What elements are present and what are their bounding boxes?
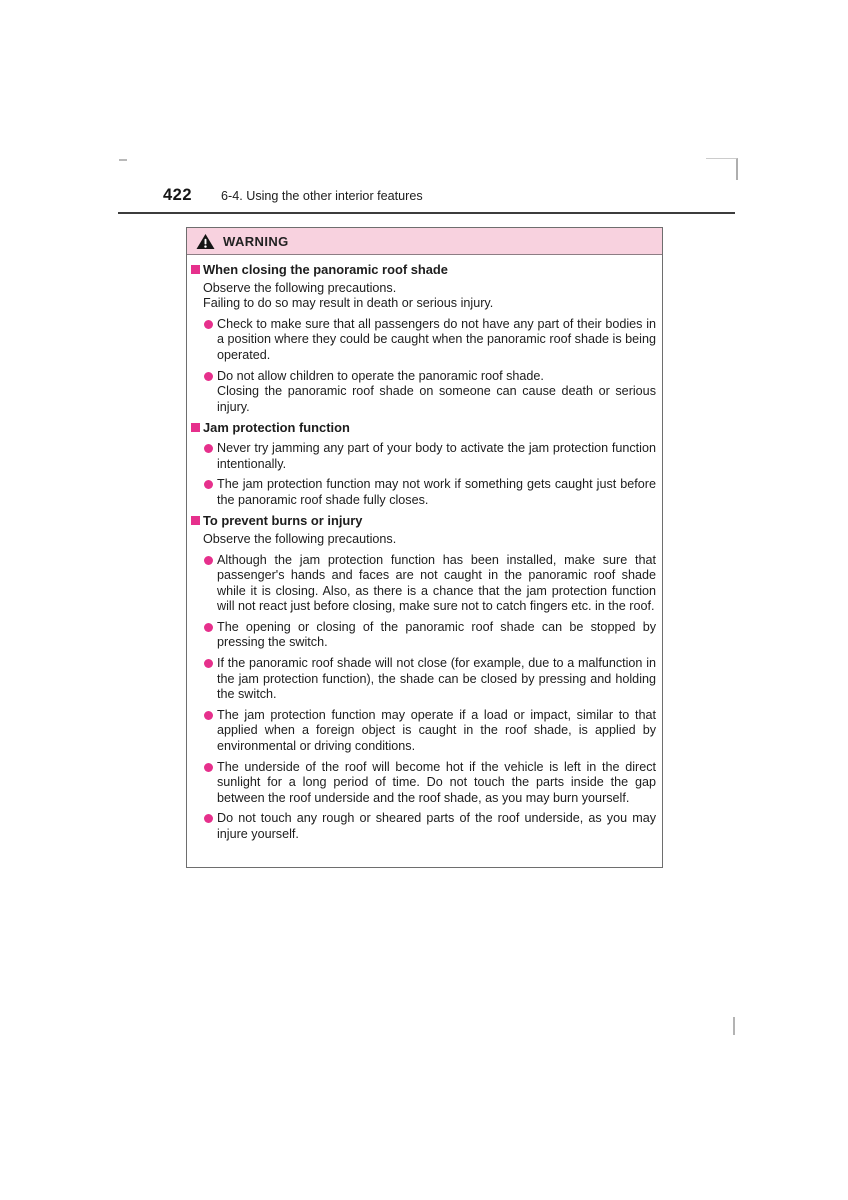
intro-line: Observe the following precautions. [203, 280, 397, 295]
bullet-icon [204, 763, 213, 772]
section-heading-text: When closing the panoramic roof shade [203, 262, 448, 277]
bullet-icon [204, 480, 213, 489]
bullet-icon [204, 556, 213, 565]
bullet-icon [204, 659, 213, 668]
section-heading [191, 262, 656, 278]
warning-triangle-icon [196, 233, 215, 250]
bullet-icon [204, 711, 213, 720]
bullet-item [203, 811, 656, 842]
bullet-item [203, 708, 656, 755]
page-header [163, 186, 423, 205]
section-content [203, 281, 656, 416]
intro-line: Failing to do so may result in death or serious injury. [203, 296, 494, 311]
bullet-icon [204, 320, 213, 329]
bullet-text: The underside of the roof will become hot if the vehicle is left in the direct sunlight for a long period of time. Do not touch the parts inside the gap between the roof underside and the roof shade, as you may burn yourself. [217, 759, 656, 805]
bullet-item [203, 441, 656, 472]
bullet-text: Check to make sure that all passengers do not have any part of their bodies in a position where they could be caught when the panoramic roof shade is being operated. [217, 316, 656, 362]
section-heading-text: Jam protection function [203, 420, 350, 436]
bullet-icon [204, 372, 213, 381]
bullet-item [203, 477, 656, 508]
bullet-icon [204, 814, 213, 823]
bullet-text: Closing the panoramic roof shade on someone can cause death or serious injury. [217, 384, 656, 414]
section-content [203, 532, 656, 843]
bullet-text: Although the jam protection function has been installed, make sure that passenger's hands and faces are not caught in the panoramic roof shade while it is closing. Also, as there is a chance that the jam protection function will not react just before closing, make sure not to catch fingers etc. in the roof. [217, 552, 656, 614]
bullet-text: The jam protection function may not work if something gets caught just before the panoramic roof shade fully closes. [217, 477, 656, 507]
warning-title: WARNING [223, 233, 289, 249]
section-content [203, 441, 656, 508]
section-marker-icon [191, 265, 200, 274]
intro-line: Observe the following precautions. [203, 531, 397, 546]
page-number: 422 [163, 186, 193, 204]
bullet-item [203, 620, 656, 651]
crop-mark-bottom-right [733, 1017, 735, 1035]
chapter-section-title: 6-4. Using the other interior features [221, 189, 423, 203]
bullet-item [203, 760, 656, 807]
warning-header [187, 228, 662, 255]
bullet-item [203, 656, 656, 703]
section-heading [191, 513, 656, 529]
warning-body [187, 255, 662, 851]
bullet-text: The opening or closing of the panoramic roof shade can be stopped by pressing the switch. [217, 619, 656, 650]
bullet-item [203, 553, 656, 615]
section-heading [191, 420, 656, 436]
bullet-item [203, 369, 656, 416]
section-heading-text: To prevent burns or injury [203, 513, 363, 529]
bullet-text: Do not touch any rough or sheared parts of the roof underside, as you may injure yourself. [217, 811, 656, 841]
bullet-icon [204, 444, 213, 453]
section-marker-icon [191, 516, 200, 525]
warning-box [186, 227, 663, 868]
bullet-text: If the panoramic roof shade will not close (for example, due to a malfunction in the jam protection function), the shade can be closed by pressing and holding the switch. [217, 656, 656, 702]
bullet-text: Do not allow children to operate the panoramic roof shade. [217, 368, 544, 383]
bullet-item [203, 317, 656, 364]
warning-section [191, 262, 656, 415]
bullet-text: Never try jamming any part of your body to activate the jam protection function intentionally. [217, 440, 656, 471]
crop-mark-top-right [706, 158, 738, 180]
warning-section [191, 513, 656, 842]
header-rule [118, 212, 735, 214]
section-marker-icon [191, 423, 200, 432]
crop-mark-top-left [119, 159, 127, 161]
warning-section [191, 420, 656, 508]
bullet-text: The jam protection function may operate if a load or impact, similar to that applied when a foreign object is caught in the roof shade, is applied by environmental or driving conditions. [217, 707, 656, 754]
bullet-icon [204, 623, 213, 632]
